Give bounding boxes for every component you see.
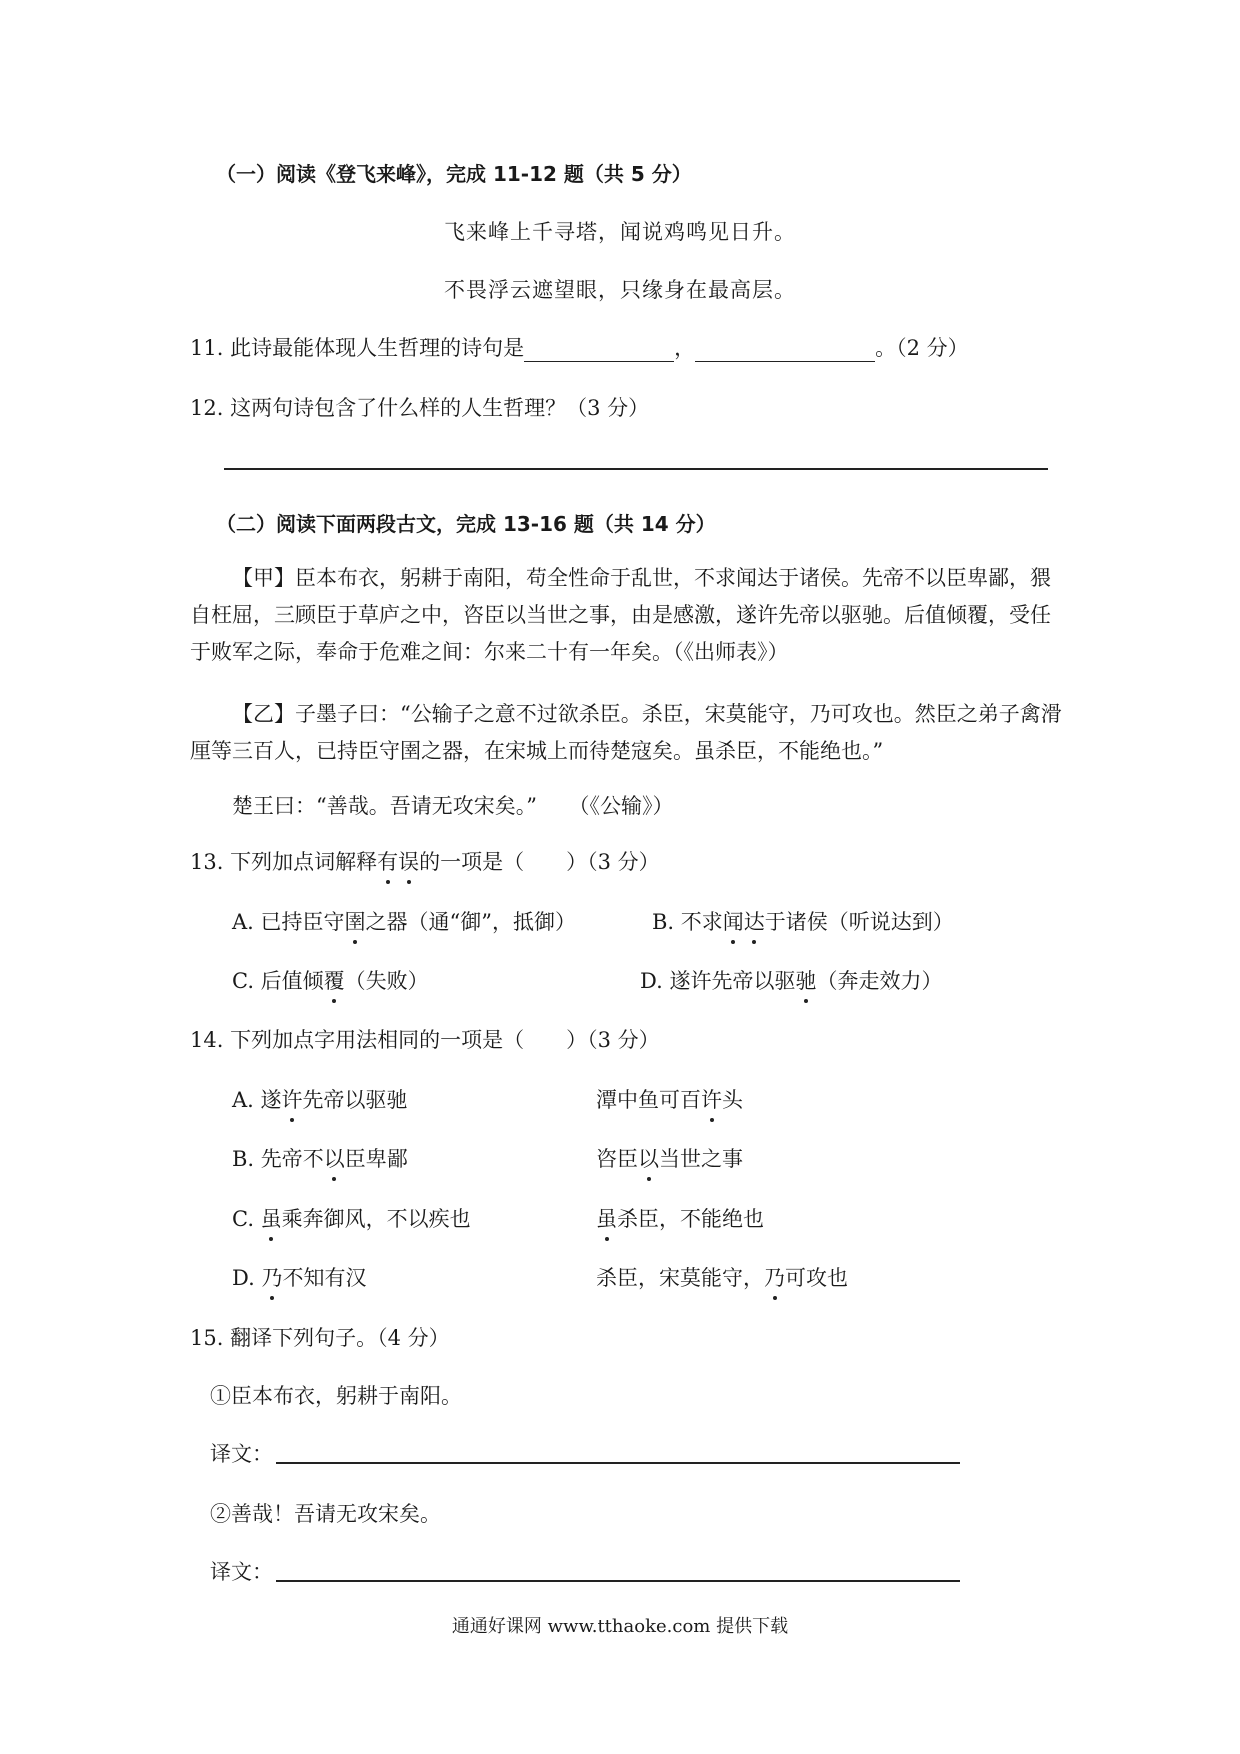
q13-c-pre: C. 后值倾: [232, 969, 324, 993]
q13-a-dot: 圉: [345, 906, 366, 936]
q13-option-d[interactable]: [640, 965, 942, 995]
passage-jia: 【甲】臣本布衣，躬耕于南阳，苟全性命于乱世，不求闻达于诸侯。先帝不以臣卑鄙，猥自枉屈，三顾臣于草庐之中，咨臣以当世之事，由是感激，遂许先帝以驱驰。后值倾覆，受任于败军之际，奉命于危难之间：尔来二十有一年矣。（《出师表》）: [190, 566, 1051, 664]
q14-a-r-pre: 潭中鱼可百: [596, 1088, 701, 1112]
poem-line-1: 飞来峰上千寻塔，闻说鸡鸣见日升。: [444, 220, 796, 244]
q14-option-c-left[interactable]: [232, 1203, 471, 1233]
q13-stem-d: 的一项是（ ）（3 分）: [419, 850, 660, 874]
q15-sentence-1: ①臣本布衣，躬耕于南阳。: [210, 1384, 462, 1408]
question-15-stem: 15. 翻译下列句子。（4 分）: [190, 1326, 450, 1350]
q13-stem-a: 13. 下列加点词解释: [190, 850, 378, 874]
q14-c-r-post: 杀臣，不能绝也: [617, 1207, 764, 1231]
q13-stem-dot-2: 误: [398, 846, 419, 876]
q13-d-dot: 驰: [795, 965, 816, 995]
q13-c-dot: 覆: [324, 965, 345, 995]
q14-option-b-left[interactable]: [232, 1143, 408, 1173]
q13-b-post: 于诸侯（听说达到）: [764, 910, 954, 934]
q12-answer-line[interactable]: [224, 468, 1048, 470]
q14-d-l-pre: D.: [232, 1266, 262, 1290]
passage-chuwang: 楚王曰：“善哉。吾请无攻宋矣。” （《公输》）: [232, 794, 674, 818]
q15-translation-label-2: 译文：: [210, 1560, 273, 1584]
q14-c-l-dot: 虽: [261, 1203, 282, 1233]
q14-b-l-pre: B. 先帝不: [232, 1147, 324, 1171]
section2-heading: （二）阅读下面两段古文，完成 13-16 题（共 14 分）: [216, 512, 716, 536]
q14-b-r-post: 当世之事: [659, 1147, 743, 1171]
q14-a-l-dot: 许: [282, 1084, 303, 1114]
q13-option-b[interactable]: [652, 906, 954, 936]
question-11: [190, 332, 969, 362]
q14-c-r-dot: 虽: [596, 1203, 617, 1233]
q15-answer-line-1[interactable]: [276, 1462, 960, 1464]
q14-option-d-left[interactable]: [232, 1262, 366, 1292]
q14-b-l-post: 臣卑鄙: [344, 1147, 408, 1171]
q14-b-l-dot: 以: [324, 1143, 345, 1173]
q13-d-post: （奔走效力）: [816, 969, 943, 993]
q15-translation-label-1: 译文：: [210, 1442, 273, 1466]
q14-c-l-post: 乘奔御风，不以疾也: [281, 1207, 471, 1231]
q14-c-l-pre: C.: [232, 1207, 261, 1231]
q14-option-c-right: [596, 1203, 764, 1233]
q14-option-a-left[interactable]: [232, 1084, 408, 1114]
q15-sentence-2: ②善哉！吾请无攻宋矣。: [210, 1502, 441, 1526]
q13-a-post: 之器（通“御”，抵御）: [365, 910, 577, 934]
q14-option-d-right: [596, 1262, 848, 1292]
poem-line-2: 不畏浮云遮望眼，只缘身在最高层。: [444, 278, 796, 302]
q14-a-l-pre: A. 遂: [232, 1088, 282, 1112]
q14-d-r-dot: 乃: [764, 1262, 785, 1292]
q14-b-r-pre: 咨臣: [596, 1147, 638, 1171]
q11-comma: ，: [674, 336, 696, 360]
q13-option-c[interactable]: [232, 965, 429, 995]
q14-d-r-post: 可攻也: [785, 1266, 848, 1290]
q14-b-r-dot: 以: [638, 1143, 659, 1173]
q14-option-a-right: [596, 1084, 743, 1114]
q14-d-r-pre: 杀臣，宋莫能守，: [596, 1266, 764, 1290]
question-14-stem: 14. 下列加点字用法相同的一项是（ ）（3 分）: [190, 1028, 660, 1052]
q14-option-b-right: [596, 1143, 743, 1173]
passage-yi: 【乙】子墨子曰：“公输子之意不过欲杀臣。杀臣，宋莫能守，乃可攻也。然臣之弟子禽滑厘等三百人，已持臣守圉之器，在宋城上而待楚寇矣。虽杀臣，不能绝也。”: [190, 702, 1062, 763]
q14-a-r-post: 头: [722, 1088, 743, 1112]
q13-a-pre: A. 已持臣守: [232, 910, 345, 934]
q11-suffix: 。（2 分）: [875, 336, 969, 360]
q11-blank-1[interactable]: [524, 339, 674, 362]
page-footer: 通通好课网 www.tthaoke.com 提供下载: [451, 1616, 789, 1637]
q14-d-l-dot: 乃: [261, 1262, 282, 1292]
q14-a-r-dot: 许: [701, 1084, 722, 1114]
section1-heading: （一）阅读《登飞来峰》，完成 11-12 题（共 5 分）: [216, 162, 692, 186]
question-12: 12. 这两句诗包含了什么样的人生哲理？（3 分）: [190, 396, 650, 420]
q13-b-dot-1: 闻: [723, 906, 744, 936]
q13-c-post: （失败）: [344, 969, 429, 993]
q13-b-dot-2: 达: [744, 906, 765, 936]
q11-blank-2[interactable]: [695, 339, 875, 362]
q11-prefix: 11. 此诗最能体现人生哲理的诗句是: [190, 336, 525, 360]
q13-option-a[interactable]: [232, 906, 576, 936]
q14-a-l-post: 先帝以驱驰: [302, 1088, 408, 1112]
q14-d-l-post: 不知有汉: [282, 1266, 367, 1290]
q13-d-pre: D. 遂许先帝以驱: [640, 969, 796, 993]
q15-answer-line-2[interactable]: [276, 1580, 960, 1582]
question-13-stem: [190, 846, 660, 876]
q13-b-pre: B. 不求: [652, 910, 723, 934]
q13-stem-dot-1: 有: [377, 846, 398, 876]
